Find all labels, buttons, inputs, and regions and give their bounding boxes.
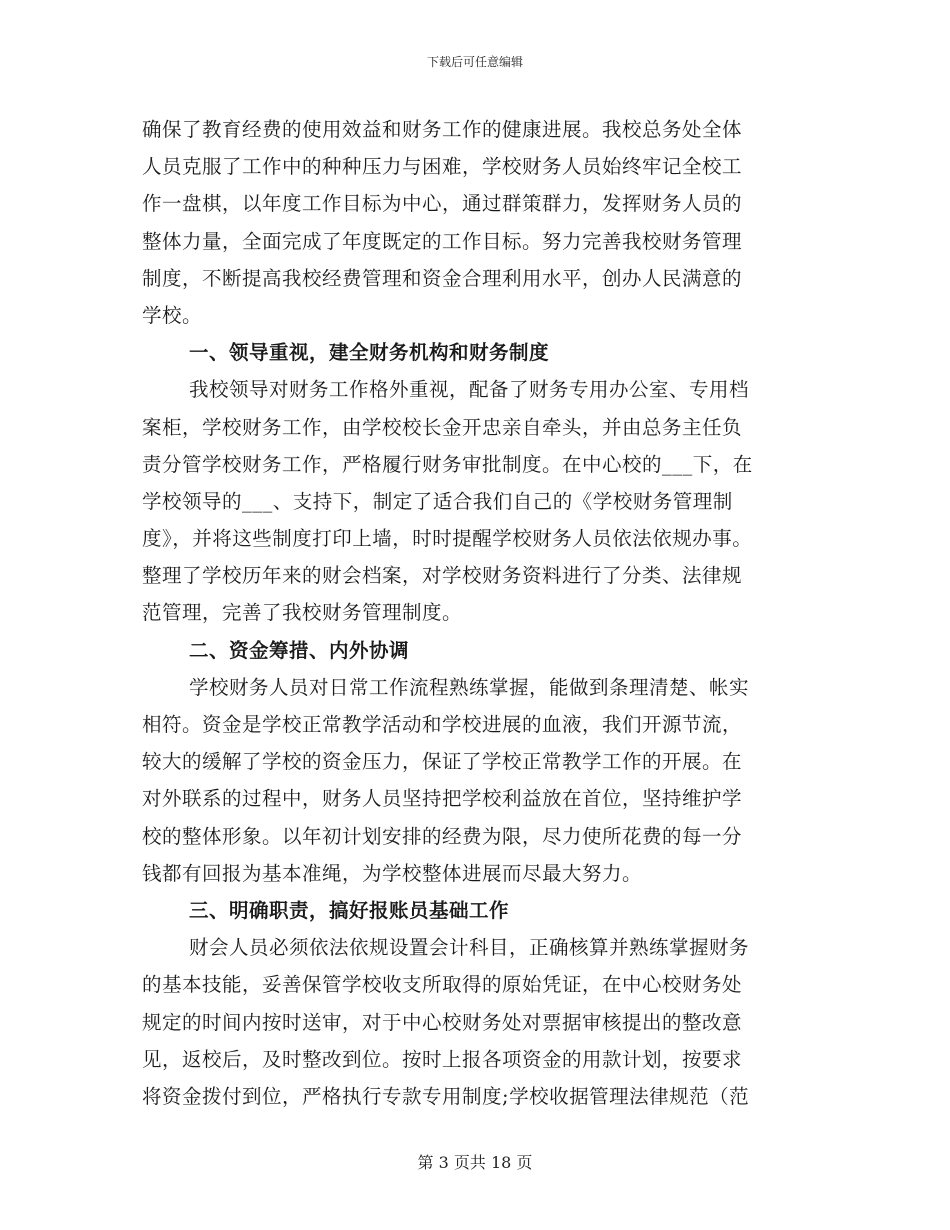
body-line: 较大的缓解了学校的资金压力，保证了学校正常教学工作的开展。在 xyxy=(142,750,743,774)
body-line: 案柜，学校财务工作，由学校校长金开忠亲自牵头，并由总务主任负 xyxy=(142,415,743,439)
section-heading-2: 二、资金筹措、内外协调 xyxy=(189,638,410,662)
body-line: 的基本技能，妥善保管学校收支所取得的原始凭证，在中心校财务处 xyxy=(142,973,743,997)
body-line: 整理了学校历年来的财会档案，对学校财务资料进行了分类、法律规 xyxy=(142,564,743,588)
body-line: 相符。资金是学校正常教学活动和学校进展的血液，我们开源节流， xyxy=(142,713,743,736)
body-line: 范管理，完善了我校财务管理制度。 xyxy=(142,601,463,625)
body-line: 对外联系的过程中，财务人员坚持把学校利益放在首位，坚持维护学 xyxy=(142,787,743,811)
body-line: 整体力量，全面完成了年度既定的工作目标。努力完善我校财务管理 xyxy=(142,229,743,253)
page-header: 下载后可任意编辑 xyxy=(426,55,523,69)
body-line: 制度，不断提高我校经费管理和资金合理利用水平，创办人民满意的 xyxy=(142,266,743,290)
section-heading-1: 一、领导重视，建全财务机构和财务制度 xyxy=(189,341,550,365)
body-line: 学校。 xyxy=(142,303,203,327)
body-line: 校的整体形象。以年初计划安排的经费为限，尽力使所花费的每一分 xyxy=(142,824,743,848)
body-line: 将资金拨付到位，严格执行专款专用制度;学校收据管理法律规范（范 xyxy=(142,1084,750,1108)
body-line: 度》，并将这些制度打印上墙，时时提醒学校财务人员依法依规办事。 xyxy=(142,527,753,551)
body-line: 规定的时间内按时送审，对于中心校财务处对票据审核提出的整改意 xyxy=(142,1010,743,1034)
body-line: 人员克服了工作中的种种压力与困难，学校财务人员始终牢记全校工 xyxy=(142,155,743,179)
body-line: 责分管学校财务工作，严格履行财务审批制度。在中心校的___下，在 xyxy=(142,452,753,476)
document-body xyxy=(142,111,810,1115)
paragraph-start-line: 学校财务人员对日常工作流程熟练掌握，能做到条理清楚、帐实 xyxy=(189,675,750,699)
paragraph-start-line: 我校领导对财务工作格外重视，配备了财务专用办公室、专用档 xyxy=(189,378,750,402)
body-line: 钱都有回报为基本准绳，为学校整体进展而尽最大努力。 xyxy=(142,861,643,885)
paragraph-start-line: 财会人员必须依法依规设置会计科目，正确核算并熟练掌握财务 xyxy=(189,936,750,960)
body-line: 作一盘棋，以年度工作目标为中心，通过群策群力，发挥财务人员的 xyxy=(142,192,743,216)
body-line: 见，返校后，及时整改到位。按时上报各项资金的用款计划，按要求 xyxy=(142,1047,743,1071)
section-heading-3: 三、明确职责，搞好报账员基础工作 xyxy=(189,898,510,922)
body-line: 确保了教育经费的使用效益和财务工作的健康进展。我校总务处全体 xyxy=(142,118,743,141)
body-line: 学校领导的___、支持下，制定了适合我们自己的《学校财务管理制 xyxy=(142,489,733,513)
page-footer: 第 3 页共 18 页 xyxy=(417,1153,533,1172)
